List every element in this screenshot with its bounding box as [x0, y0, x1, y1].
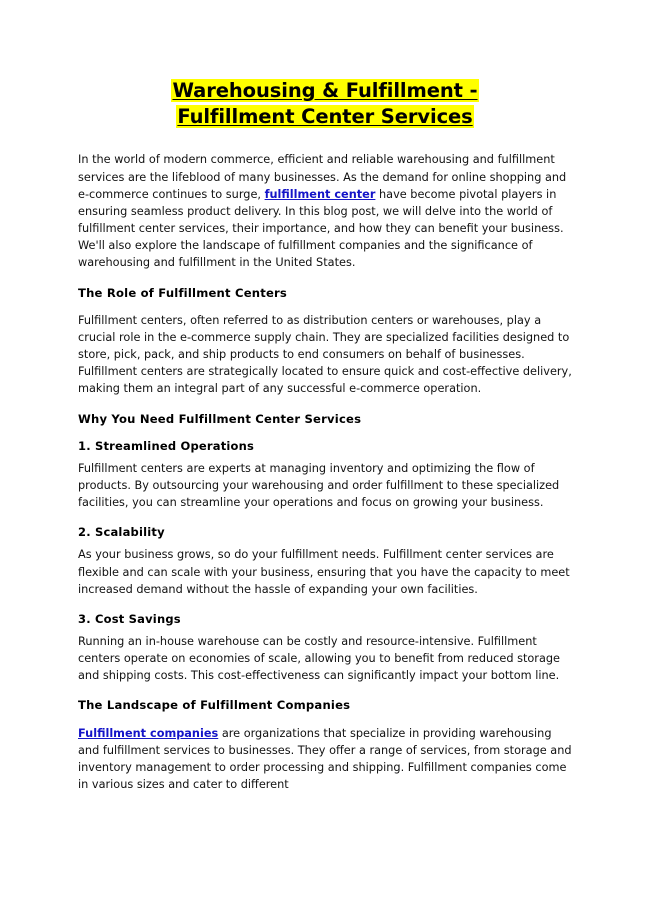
landscape-text: are organizations that specialize in providing warehousing and fulfillment services to businesses. They offer a range of services, from storage and inventory management to order processing and shipping. Fulfillment companies come in various sizes and cater to different [78, 726, 572, 792]
page-title [78, 78, 572, 129]
sub-heading-cost-savings: 3. Cost Savings [78, 611, 181, 626]
section-heading-role-of-fulfillment-centers: The Role of Fulfillment Centers [78, 285, 288, 300]
intro-paragraph [78, 151, 572, 271]
sub-body-streamlined-operations: Fulfillment centers are experts at managing inventory and optimizing the flow of products. By outsourcing your warehousing and order fulfillment to these specialized facilities, you can streamline your operations and focus on growing your business. [78, 461, 560, 510]
sub-body-scalability: As your business grows, so do your fulfillment needs. Fulfillment center services are flexible and can scale with your business, ensuring that you have the capacity to meet increased demand without the hassle of expanding your own facilities. [78, 548, 570, 596]
page-title-line-2: Fulfillment Center Services [177, 104, 473, 128]
intro-text-part-1: In the world of modern commerce, efficient and reliable warehousing and fulfillment services are the lifeblood of many businesses. As the demand for online shopping and e-commerce continues to surge, [78, 153, 567, 201]
section-body-role-of-fulfillment-centers: Fulfillment centers, often referred to as distribution centers or warehouses, play a crucial role in the e-commerce supply chain. They are specialized facilities designed to store, pick, pack, and ship products to end consumers on behalf of businesses. Fulfillment centers are strategically located to ensure quick and cost-effective delivery, making them an integral part of any successful e-commerce operation. [78, 313, 572, 396]
page-title-line-1: Warehousing & Fulfillment - [172, 79, 478, 102]
fulfillment-center-link[interactable]: fulfillment center [264, 187, 376, 201]
intro-text-part-2: have become pivotal players in ensuring seamless product delivery. In this blog post, we will delve into the world of fulfillment center services, their importance, and how they can benefit your business. We'll also explore the landscape of fulfillment companies and the significance of warehousing and fulfillment in the United States. [78, 187, 564, 270]
sub-heading-scalability: 2. Scalability [78, 525, 165, 540]
sub-body-cost-savings: Running an in-house warehouse can be costly and resource-intensive. Fulfillment centers operate on economies of scale, allowing you to benefit from reduced storage and shipping costs. This cost-effectiveness can significantly impact your bottom line. [78, 635, 560, 683]
section-heading-why-you-need: Why You Need Fulfillment Center Services [78, 411, 362, 426]
section-heading-landscape-of-fulfillment-companies: The Landscape of Fulfillment Companies [78, 698, 351, 713]
sub-heading-streamlined-operations: 1. Streamlined Operations [78, 438, 255, 453]
landscape-paragraph [78, 725, 572, 794]
fulfillment-companies-link[interactable]: Fulfillment companies [78, 726, 219, 740]
